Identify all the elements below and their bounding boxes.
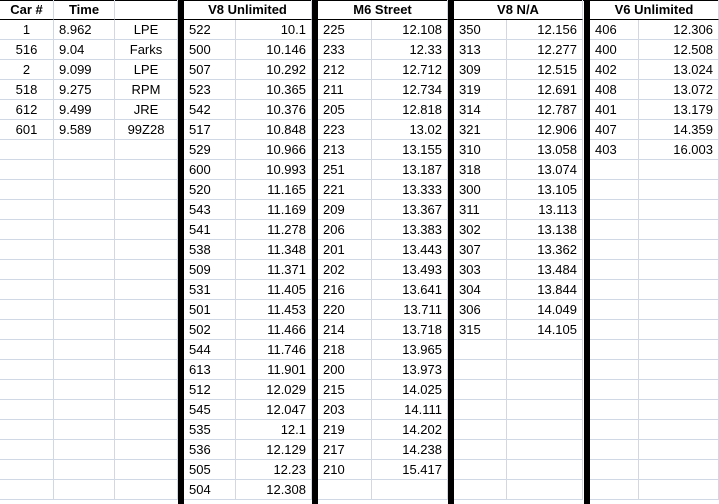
car-number-cell[interactable]: 300	[454, 180, 507, 200]
time-cell[interactable]: 12.734	[372, 80, 448, 100]
car-number-cell[interactable]: 219	[318, 420, 372, 440]
empty-cell[interactable]	[115, 220, 178, 240]
time-cell[interactable]: 12.306	[639, 20, 719, 40]
cell[interactable]: 2	[0, 60, 54, 80]
time-cell[interactable]: 12.156	[507, 20, 583, 40]
car-number-cell[interactable]: 520	[184, 180, 236, 200]
time-cell[interactable]: 13.443	[372, 240, 448, 260]
time-cell[interactable]: 13.367	[372, 200, 448, 220]
time-cell[interactable]: 13.074	[507, 160, 583, 180]
empty-cell[interactable]	[590, 240, 639, 260]
empty-cell[interactable]	[372, 480, 448, 500]
empty-cell[interactable]	[115, 460, 178, 480]
empty-cell[interactable]	[639, 400, 719, 420]
empty-cell[interactable]	[639, 180, 719, 200]
column-separator	[584, 0, 590, 504]
time-cell[interactable]: 13.024	[639, 60, 719, 80]
car-number-cell[interactable]: 509	[184, 260, 236, 280]
time-cell[interactable]: 13.058	[507, 140, 583, 160]
time-cell[interactable]: 12.1	[236, 420, 312, 440]
empty-cell[interactable]	[590, 280, 639, 300]
time-cell[interactable]: 12.129	[236, 440, 312, 460]
time-cell[interactable]: 13.493	[372, 260, 448, 280]
car-number-cell[interactable]: 543	[184, 200, 236, 220]
car-number-cell[interactable]: 407	[590, 120, 639, 140]
empty-cell[interactable]	[115, 340, 178, 360]
car-number-cell[interactable]: 529	[184, 140, 236, 160]
car-number-cell[interactable]: 512	[184, 380, 236, 400]
time-cell[interactable]: 12.047	[236, 400, 312, 420]
car-number-cell[interactable]: 544	[184, 340, 236, 360]
empty-cell[interactable]	[590, 320, 639, 340]
time-cell[interactable]: 13.105	[507, 180, 583, 200]
empty-cell[interactable]	[0, 300, 54, 320]
car-number-cell[interactable]: 538	[184, 240, 236, 260]
empty-cell[interactable]	[115, 200, 178, 220]
empty-cell[interactable]	[54, 400, 115, 420]
car-number-cell[interactable]: 201	[318, 240, 372, 260]
empty-cell[interactable]	[590, 220, 639, 240]
car-number-cell[interactable]: 321	[454, 120, 507, 140]
car-number-cell[interactable]: 545	[184, 400, 236, 420]
empty-cell[interactable]	[0, 220, 54, 240]
empty-cell[interactable]	[0, 160, 54, 180]
cell[interactable]: 9.499	[54, 100, 115, 120]
cell[interactable]: 99Z28	[115, 120, 178, 140]
time-cell[interactable]: 10.365	[236, 80, 312, 100]
cell[interactable]: 1	[0, 20, 54, 40]
empty-cell[interactable]	[507, 340, 583, 360]
empty-cell[interactable]	[0, 260, 54, 280]
time-cell[interactable]: 10.1	[236, 20, 312, 40]
time-cell[interactable]: 14.105	[507, 320, 583, 340]
car-number-cell[interactable]: 500	[184, 40, 236, 60]
time-cell[interactable]: 10.376	[236, 100, 312, 120]
empty-cell[interactable]	[0, 400, 54, 420]
cell[interactable]: 516	[0, 40, 54, 60]
column-separator	[312, 0, 318, 504]
empty-cell[interactable]	[54, 160, 115, 180]
empty-cell[interactable]	[590, 480, 639, 500]
empty-cell[interactable]	[639, 280, 719, 300]
car-number-cell[interactable]: 251	[318, 160, 372, 180]
car-number-cell[interactable]: 217	[318, 440, 372, 460]
column-header	[115, 0, 178, 20]
empty-cell[interactable]	[639, 220, 719, 240]
empty-cell[interactable]	[0, 140, 54, 160]
time-cell[interactable]: 13.973	[372, 360, 448, 380]
empty-cell[interactable]	[590, 360, 639, 380]
empty-cell[interactable]	[54, 380, 115, 400]
empty-cell[interactable]	[0, 200, 54, 220]
cell[interactable]: 9.589	[54, 120, 115, 140]
empty-cell[interactable]	[115, 420, 178, 440]
car-number-cell[interactable]: 233	[318, 40, 372, 60]
time-cell[interactable]: 12.515	[507, 60, 583, 80]
empty-cell[interactable]	[0, 420, 54, 440]
empty-cell[interactable]	[507, 380, 583, 400]
cell[interactable]: JRE	[115, 100, 178, 120]
empty-cell[interactable]	[0, 240, 54, 260]
time-cell[interactable]: 11.278	[236, 220, 312, 240]
car-number-cell[interactable]: 400	[590, 40, 639, 60]
empty-cell[interactable]	[639, 480, 719, 500]
car-number-cell[interactable]: 310	[454, 140, 507, 160]
cell[interactable]: RPM	[115, 80, 178, 100]
empty-cell[interactable]	[0, 340, 54, 360]
car-number-cell[interactable]: 531	[184, 280, 236, 300]
empty-cell[interactable]	[590, 180, 639, 200]
empty-cell[interactable]	[54, 240, 115, 260]
car-number-cell[interactable]: 536	[184, 440, 236, 460]
empty-cell[interactable]	[115, 240, 178, 260]
car-number-cell[interactable]: 200	[318, 360, 372, 380]
empty-cell[interactable]	[639, 200, 719, 220]
empty-cell[interactable]	[639, 240, 719, 260]
class-title: M6 Street	[318, 0, 448, 20]
time-cell[interactable]: 13.844	[507, 280, 583, 300]
empty-cell[interactable]	[454, 380, 507, 400]
empty-cell[interactable]	[590, 260, 639, 280]
car-number-cell[interactable]: 350	[454, 20, 507, 40]
car-number-cell[interactable]: 541	[184, 220, 236, 240]
empty-cell[interactable]	[115, 380, 178, 400]
empty-cell[interactable]	[54, 460, 115, 480]
cell[interactable]: LPE	[115, 20, 178, 40]
cell[interactable]: 612	[0, 100, 54, 120]
car-number-cell[interactable]: 209	[318, 200, 372, 220]
empty-cell[interactable]	[115, 400, 178, 420]
car-number-cell[interactable]: 223	[318, 120, 372, 140]
time-cell[interactable]: 13.02	[372, 120, 448, 140]
time-cell[interactable]: 11.405	[236, 280, 312, 300]
time-cell[interactable]: 14.359	[639, 120, 719, 140]
car-number-cell[interactable]: 211	[318, 80, 372, 100]
car-number-cell[interactable]: 215	[318, 380, 372, 400]
car-number-cell[interactable]: 505	[184, 460, 236, 480]
time-cell[interactable]: 13.155	[372, 140, 448, 160]
cell[interactable]: 601	[0, 120, 54, 140]
car-number-cell[interactable]: 318	[454, 160, 507, 180]
time-cell[interactable]: 10.993	[236, 160, 312, 180]
empty-cell[interactable]	[507, 420, 583, 440]
time-cell[interactable]: 13.333	[372, 180, 448, 200]
time-cell[interactable]: 12.029	[236, 380, 312, 400]
empty-cell[interactable]	[115, 260, 178, 280]
empty-cell[interactable]	[590, 380, 639, 400]
car-number-cell[interactable]: 402	[590, 60, 639, 80]
column-header: Car #	[0, 0, 54, 20]
car-number-cell[interactable]: 408	[590, 80, 639, 100]
time-cell[interactable]: 13.718	[372, 320, 448, 340]
car-number-cell[interactable]: 501	[184, 300, 236, 320]
empty-cell[interactable]	[590, 400, 639, 420]
empty-cell[interactable]	[639, 460, 719, 480]
time-cell[interactable]: 11.901	[236, 360, 312, 380]
empty-cell[interactable]	[639, 420, 719, 440]
empty-cell[interactable]	[639, 340, 719, 360]
empty-cell[interactable]	[54, 440, 115, 460]
time-cell[interactable]: 13.113	[507, 200, 583, 220]
car-number-cell[interactable]: 319	[454, 80, 507, 100]
car-number-cell[interactable]: 507	[184, 60, 236, 80]
empty-cell[interactable]	[639, 440, 719, 460]
car-number-cell[interactable]: 302	[454, 220, 507, 240]
car-number-cell[interactable]: 313	[454, 40, 507, 60]
car-number-cell[interactable]: 535	[184, 420, 236, 440]
car-number-cell[interactable]: 406	[590, 20, 639, 40]
car-number-cell[interactable]: 304	[454, 280, 507, 300]
car-number-cell[interactable]: 216	[318, 280, 372, 300]
empty-cell[interactable]	[115, 180, 178, 200]
class-title: V8 Unlimited	[184, 0, 312, 20]
time-cell[interactable]: 13.965	[372, 340, 448, 360]
car-number-cell[interactable]: 401	[590, 100, 639, 120]
empty-cell[interactable]	[454, 340, 507, 360]
time-cell[interactable]: 13.187	[372, 160, 448, 180]
time-cell[interactable]: 13.362	[507, 240, 583, 260]
empty-cell[interactable]	[454, 460, 507, 480]
empty-cell[interactable]	[639, 160, 719, 180]
empty-cell[interactable]	[590, 160, 639, 180]
time-cell[interactable]: 12.818	[372, 100, 448, 120]
time-cell[interactable]: 12.508	[639, 40, 719, 60]
car-number-cell[interactable]: 542	[184, 100, 236, 120]
time-cell[interactable]: 12.787	[507, 100, 583, 120]
empty-cell[interactable]	[590, 300, 639, 320]
car-number-cell[interactable]: 523	[184, 80, 236, 100]
class-title: V6 Unlimited	[590, 0, 719, 20]
cell[interactable]: 9.275	[54, 80, 115, 100]
empty-cell[interactable]	[590, 440, 639, 460]
column-header: Time	[54, 0, 115, 20]
empty-cell[interactable]	[590, 340, 639, 360]
car-number-cell[interactable]: 221	[318, 180, 372, 200]
empty-cell[interactable]	[507, 360, 583, 380]
empty-cell[interactable]	[54, 200, 115, 220]
column-separator	[178, 0, 184, 504]
empty-cell[interactable]	[0, 480, 54, 500]
empty-cell[interactable]	[639, 260, 719, 280]
empty-cell[interactable]	[0, 180, 54, 200]
time-cell[interactable]: 13.138	[507, 220, 583, 240]
cell[interactable]: 8.962	[54, 20, 115, 40]
time-cell[interactable]: 14.111	[372, 400, 448, 420]
time-cell[interactable]: 11.348	[236, 240, 312, 260]
time-cell[interactable]: 12.308	[236, 480, 312, 500]
empty-cell[interactable]	[507, 400, 583, 420]
car-number-cell[interactable]: 613	[184, 360, 236, 380]
empty-cell[interactable]	[639, 360, 719, 380]
empty-cell[interactable]	[507, 440, 583, 460]
time-cell[interactable]: 13.711	[372, 300, 448, 320]
time-cell[interactable]: 13.484	[507, 260, 583, 280]
empty-cell[interactable]	[0, 440, 54, 460]
empty-cell[interactable]	[639, 320, 719, 340]
car-number-cell[interactable]: 213	[318, 140, 372, 160]
cell[interactable]: Farks	[115, 40, 178, 60]
empty-cell[interactable]	[0, 320, 54, 340]
empty-cell[interactable]	[115, 320, 178, 340]
empty-cell[interactable]	[54, 280, 115, 300]
class-title: V8 N/A	[454, 0, 583, 20]
cell[interactable]: 9.099	[54, 60, 115, 80]
empty-cell[interactable]	[115, 140, 178, 160]
empty-cell[interactable]	[54, 260, 115, 280]
empty-cell[interactable]	[454, 480, 507, 500]
time-cell[interactable]: 11.169	[236, 200, 312, 220]
time-cell[interactable]: 12.712	[372, 60, 448, 80]
time-cell[interactable]: 13.641	[372, 280, 448, 300]
car-number-cell[interactable]: 218	[318, 340, 372, 360]
car-number-cell[interactable]: 309	[454, 60, 507, 80]
empty-cell[interactable]	[115, 360, 178, 380]
time-cell[interactable]: 11.466	[236, 320, 312, 340]
time-cell[interactable]: 14.025	[372, 380, 448, 400]
car-number-cell[interactable]: 522	[184, 20, 236, 40]
time-cell[interactable]: 16.003	[639, 140, 719, 160]
empty-cell[interactable]	[54, 320, 115, 340]
car-number-cell[interactable]: 517	[184, 120, 236, 140]
car-number-cell[interactable]: 202	[318, 260, 372, 280]
empty-cell[interactable]	[0, 360, 54, 380]
empty-cell[interactable]	[115, 480, 178, 500]
cell[interactable]: 518	[0, 80, 54, 100]
car-number-cell[interactable]: 403	[590, 140, 639, 160]
time-cell[interactable]: 13.179	[639, 100, 719, 120]
empty-cell[interactable]	[54, 340, 115, 360]
time-cell[interactable]: 12.906	[507, 120, 583, 140]
car-number-cell[interactable]: 306	[454, 300, 507, 320]
time-cell[interactable]: 14.238	[372, 440, 448, 460]
car-number-cell[interactable]: 212	[318, 60, 372, 80]
time-cell[interactable]: 10.848	[236, 120, 312, 140]
empty-cell[interactable]	[0, 460, 54, 480]
empty-cell[interactable]	[454, 420, 507, 440]
empty-cell[interactable]	[590, 200, 639, 220]
empty-cell[interactable]	[54, 420, 115, 440]
empty-cell[interactable]	[639, 300, 719, 320]
time-cell[interactable]: 10.966	[236, 140, 312, 160]
car-number-cell[interactable]: 502	[184, 320, 236, 340]
car-number-cell[interactable]: 504	[184, 480, 236, 500]
car-number-cell[interactable]: 205	[318, 100, 372, 120]
time-cell[interactable]: 13.383	[372, 220, 448, 240]
car-number-cell[interactable]: 600	[184, 160, 236, 180]
empty-cell[interactable]	[590, 460, 639, 480]
time-cell[interactable]: 11.165	[236, 180, 312, 200]
empty-cell[interactable]	[115, 160, 178, 180]
empty-cell[interactable]	[454, 400, 507, 420]
empty-cell[interactable]	[54, 360, 115, 380]
car-number-cell[interactable]: 220	[318, 300, 372, 320]
empty-cell[interactable]	[54, 180, 115, 200]
time-cell[interactable]: 11.453	[236, 300, 312, 320]
car-number-cell[interactable]: 303	[454, 260, 507, 280]
time-cell[interactable]: 10.146	[236, 40, 312, 60]
cell[interactable]: 9.04	[54, 40, 115, 60]
time-cell[interactable]: 11.371	[236, 260, 312, 280]
column-separator	[448, 0, 454, 504]
empty-cell[interactable]	[115, 300, 178, 320]
empty-cell[interactable]	[54, 220, 115, 240]
time-cell[interactable]: 11.746	[236, 340, 312, 360]
time-cell[interactable]: 15.417	[372, 460, 448, 480]
time-cell[interactable]: 13.072	[639, 80, 719, 100]
empty-cell[interactable]	[639, 380, 719, 400]
time-cell[interactable]: 12.108	[372, 20, 448, 40]
empty-cell[interactable]	[0, 380, 54, 400]
empty-cell[interactable]	[507, 480, 583, 500]
time-cell[interactable]: 14.202	[372, 420, 448, 440]
empty-cell[interactable]	[115, 440, 178, 460]
car-number-cell[interactable]: 210	[318, 460, 372, 480]
empty-cell[interactable]	[0, 280, 54, 300]
car-number-cell[interactable]: 214	[318, 320, 372, 340]
empty-cell[interactable]	[54, 300, 115, 320]
empty-cell[interactable]	[318, 480, 372, 500]
time-cell[interactable]: 12.23	[236, 460, 312, 480]
empty-cell[interactable]	[507, 460, 583, 480]
empty-cell[interactable]	[454, 360, 507, 380]
car-number-cell[interactable]: 315	[454, 320, 507, 340]
empty-cell[interactable]	[54, 140, 115, 160]
car-number-cell[interactable]: 225	[318, 20, 372, 40]
car-number-cell[interactable]: 203	[318, 400, 372, 420]
empty-cell[interactable]	[454, 440, 507, 460]
car-number-cell[interactable]: 206	[318, 220, 372, 240]
empty-cell[interactable]	[590, 420, 639, 440]
time-cell[interactable]: 12.277	[507, 40, 583, 60]
empty-cell[interactable]	[115, 280, 178, 300]
time-cell[interactable]: 14.049	[507, 300, 583, 320]
car-number-cell[interactable]: 314	[454, 100, 507, 120]
empty-cell[interactable]	[54, 480, 115, 500]
car-number-cell[interactable]: 311	[454, 200, 507, 220]
time-cell[interactable]: 10.292	[236, 60, 312, 80]
time-cell[interactable]: 12.33	[372, 40, 448, 60]
cell[interactable]: LPE	[115, 60, 178, 80]
time-cell[interactable]: 12.691	[507, 80, 583, 100]
car-number-cell[interactable]: 307	[454, 240, 507, 260]
